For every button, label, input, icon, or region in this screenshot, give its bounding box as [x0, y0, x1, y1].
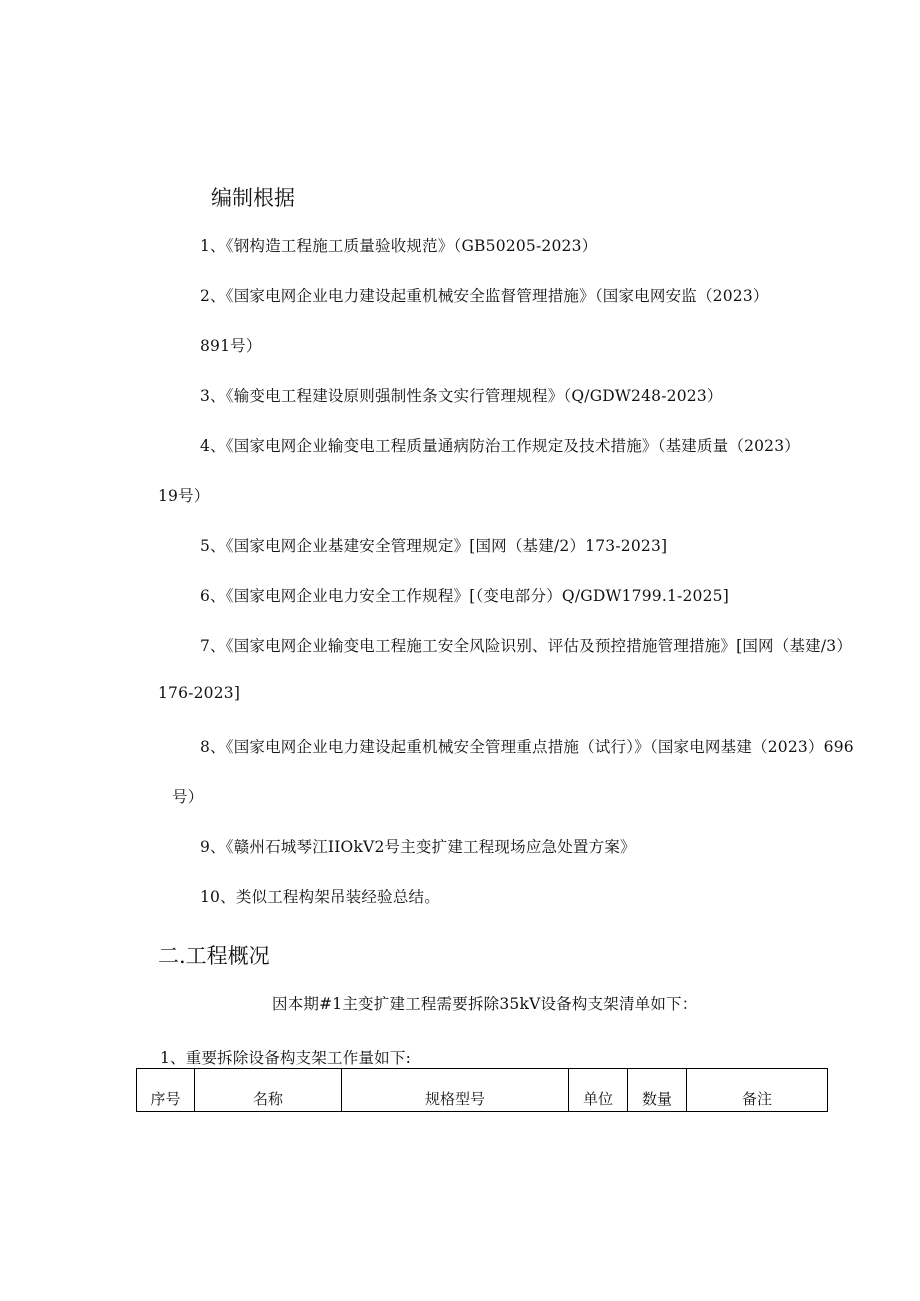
- basis-line: 7、《国家电网企业输变电工程施工安全风险识别、评估及预控措施管理措施》[国网（基建/3）: [200, 637, 853, 655]
- table-header-cell: 序号: [137, 1069, 195, 1112]
- section-heading-overview: 二.工程概况: [158, 944, 270, 968]
- basis-line: 6、《国家电网企业电力安全工作规程》[（变电部分）Q/GDW1799.1-2025]: [200, 587, 729, 605]
- workload-table: [136, 1068, 828, 1112]
- basis-line: 891号）: [200, 337, 262, 355]
- table-header-row: [137, 1069, 828, 1112]
- table-header-cell: 规格型号: [342, 1069, 569, 1112]
- basis-line: 号）: [172, 788, 204, 806]
- basis-line: 3、《输变电工程建设原则强制性条文实行管理规程》（Q/GDW248-2023）: [200, 387, 723, 405]
- basis-line: 2、《国家电网企业电力建设起重机械安全监督管理措施》（国家电网安监（2023）: [200, 287, 769, 305]
- table-header-cell: 单位: [569, 1069, 628, 1112]
- table-header-cell: 名称: [195, 1069, 342, 1112]
- overview-intro: 因本期#1主变扩建工程需要拆除35kV设备构支架清单如下：: [272, 995, 698, 1013]
- workload-subheading: 1、重要拆除设备构支架工作量如下:: [160, 1049, 411, 1067]
- basis-line: 5、《国家电网企业基建安全管理规定》[国网（基建/2）173-2023]: [200, 537, 668, 555]
- basis-line: 8、《国家电网企业电力建设起重机械安全管理重点措施（试行）》（国家电网基建（2023）696: [200, 738, 854, 756]
- basis-line: 1、《钢构造工程施工质量验收规范》（GB50205-2023）: [200, 237, 598, 255]
- basis-line: 176-2023]: [158, 684, 241, 702]
- basis-line: 9、《赣州石城琴江IIOkV2号主变扩建工程现场应急处置方案》: [200, 838, 636, 856]
- section-heading-basis: 编制根据: [211, 186, 295, 210]
- basis-line: 10、类似工程构架吊装经验总结。: [200, 888, 440, 906]
- basis-line: 4、《国家电网企业输变电工程质量通病防治工作规定及技术措施》（基建质量（2023）: [200, 437, 801, 455]
- basis-line: 19号）: [158, 487, 210, 505]
- table-header-cell: 数量: [628, 1069, 687, 1112]
- table-header-cell: 备注: [687, 1069, 828, 1112]
